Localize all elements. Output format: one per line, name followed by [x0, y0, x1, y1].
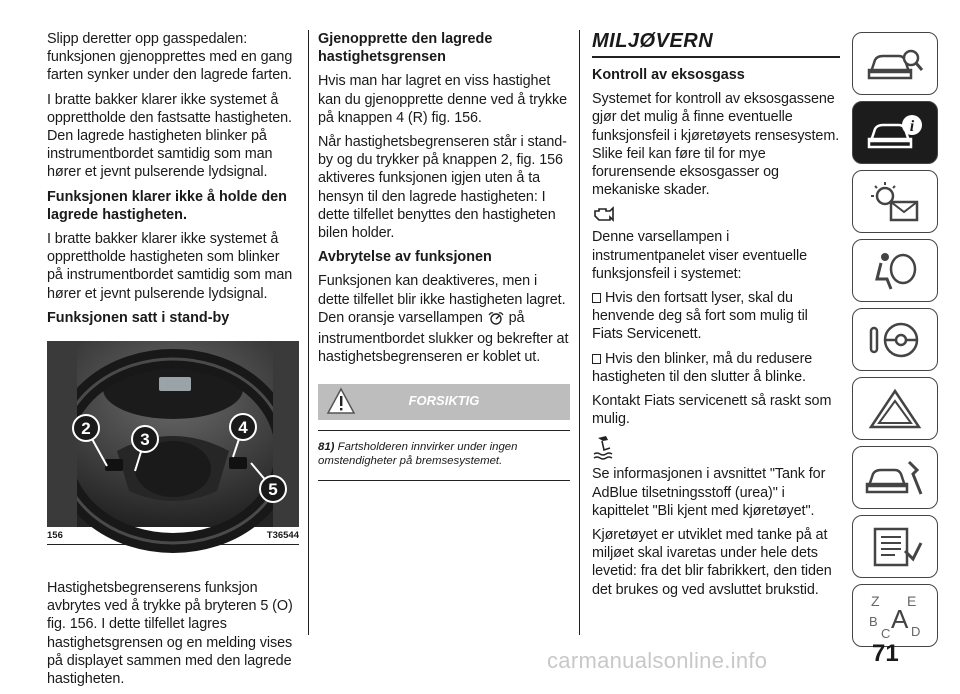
- figure-number: 156: [47, 530, 63, 542]
- tab-emergency[interactable]: [852, 377, 938, 440]
- svg-text:C: C: [881, 625, 891, 641]
- note-text: Fartsholderen innvirker under ingen omstendigheter på bremsesystemet.: [318, 441, 518, 468]
- paragraph: Når hastighetsbegrenseren står i stand-by og du trykker på knappen 2, fig. 156 aktiveres funksjonen igjen uten å ta hensyn til den lagrede hastigheten: I dette tilfellet benyttes den hastigheten bilen holder.: [318, 134, 567, 242]
- section-title: MILJØVERN: [592, 30, 840, 58]
- tab-safety[interactable]: [852, 239, 938, 302]
- tab-warning-lights[interactable]: [852, 170, 938, 233]
- svg-text:5: 5: [268, 480, 278, 500]
- middle-column: [318, 30, 570, 481]
- warning-triangle-icon: [865, 387, 925, 431]
- note-number: 81): [318, 441, 335, 454]
- svg-text:Z: Z: [871, 592, 880, 609]
- svg-text:D: D: [911, 623, 921, 639]
- car-service-icon: [865, 456, 925, 500]
- svg-text:3: 3: [140, 430, 150, 450]
- subheading: Kontroll av eksosgass: [592, 67, 745, 83]
- callout-3: [127, 421, 167, 486]
- bullet-square-icon: [592, 354, 601, 364]
- tab-index[interactable]: [852, 584, 938, 647]
- subheading: Funksjonen klarer ikke å holde den lagrede hastigheten.: [47, 188, 287, 223]
- callout-2: [69, 411, 109, 476]
- paragraph-text: på instrumentbordet slukker og bekrefter at hastighetsbegrenseren er koblet ut.: [318, 309, 569, 366]
- warning-lights-icon: [865, 180, 925, 224]
- tab-get-to-know[interactable]: [852, 32, 938, 95]
- car-info-icon: [865, 111, 925, 155]
- paragraph: I bratte bakker klarer ikke systemet å opprettholde den fastsatte hastigheten. Den lagrede hastigheten blinker på instrumentbordet samtidig som man hører et jevnt pulserende lydsignal.: [47, 91, 292, 181]
- adblue-icon: [592, 434, 840, 462]
- bullet-square-icon: [592, 293, 601, 303]
- paragraph: Hastighetsbegrenserens funksjon avbrytes ved å trykke på bryteren 5 (O) fig. 156. I dette tilfellet lagres hastighetsgrensen og en melding vises på displayet sammen med den lagrede hastigheten.: [47, 580, 293, 688]
- airbag-icon: [865, 249, 925, 293]
- alphabet-index-icon: [865, 592, 925, 640]
- engine-warning-icon: [592, 205, 840, 225]
- checklist-icon: [865, 525, 925, 569]
- paragraph: Se informasjonen i avsnittet "Tank for AdBlue tilsetningsstoff (urea)" i kapittelet "Bli kjent med kjøretøyet".: [592, 466, 826, 519]
- tab-starting-driving[interactable]: [852, 308, 938, 371]
- column-divider: [308, 30, 309, 635]
- figure-code: T36544: [266, 530, 299, 542]
- page-number: 71: [872, 640, 899, 667]
- right-column: [592, 30, 840, 605]
- steering-icon: [865, 318, 925, 362]
- watermark: carmanualsonline.info: [547, 648, 768, 673]
- column-divider: [579, 30, 580, 635]
- subheading: Gjenopprette den lagrede hastighetsgrensen: [318, 31, 493, 66]
- chapter-tabs: [852, 32, 938, 653]
- callout-5: [247, 459, 291, 524]
- svg-text:E: E: [907, 592, 917, 609]
- tab-technical-data[interactable]: [852, 515, 938, 578]
- car-search-icon: [865, 42, 925, 86]
- bullet-item: Hvis den blinker, må du redusere hastigheten til den slutter å blinke.: [592, 350, 813, 385]
- tab-vehicle-info-active[interactable]: [852, 101, 938, 164]
- bullet-item: Hvis den fortsatt lyser, skal du henvende deg så fort som mulig til Fiats Servicenett.: [592, 290, 808, 343]
- steering-wheel-figure: [47, 341, 299, 527]
- speed-limiter-icon: [487, 311, 505, 330]
- paragraph: [318, 272, 570, 366]
- paragraph: Systemet for kontroll av eksosgassene gjør det mulig å finne eventuelle funksjonsfeil i kjøretøyets rensesystem. Slike feil kan føre til for mye forurensende eksosgasser og mekaniske skader.: [592, 91, 840, 199]
- paragraph: Hvis man har lagret en viss hastighet kan du gjenopprette denne ved å trykke på knappen 4 (R) fig. 156.: [318, 73, 568, 126]
- paragraph: Denne varsellampen i instrumentpanelet viser eventuelle funksjonsfeil i systemet:: [592, 229, 807, 282]
- left-column: [47, 30, 299, 694]
- warning-banner: [318, 384, 570, 420]
- svg-text:A: A: [891, 603, 909, 634]
- svg-text:i: i: [909, 117, 915, 135]
- paragraph: Kontakt Fiats servicenett så raskt som mulig.: [592, 393, 832, 428]
- tab-service-maintenance[interactable]: [852, 446, 938, 509]
- subheading: Avbrytelse av funksjonen: [318, 249, 492, 266]
- paragraph-text: Funksjonen kan deaktiveres, men i dette tilfellet blir ikke hastigheten lagret. Den oransje varsellampen: [318, 273, 566, 326]
- svg-text:2: 2: [81, 419, 91, 439]
- svg-text:4: 4: [238, 418, 248, 438]
- paragraph: Kjøretøyet er utviklet med tanke på at miljøet skal ivaretas under hele dets levetid: fra det blir fabrikkert, den tiden det brukes og ved avsluttet brukstid.: [592, 527, 832, 598]
- warning-note: [318, 430, 570, 481]
- svg-text:B: B: [869, 613, 878, 629]
- subheading: Funksjonen satt i stand-by: [47, 309, 230, 326]
- warning-title: FORSIKTIG: [408, 393, 480, 409]
- paragraph: Slipp deretter opp gasspedalen: funksjonen gjenopprettes med en gang farten synker under den lagrede farten.: [47, 31, 293, 84]
- paragraph: I bratte bakker klarer ikke systemet å opprettholde hastigheten som blinker på instrumentbordet samtidig som man hører et jevnt pulserende lydsignal.: [47, 231, 293, 302]
